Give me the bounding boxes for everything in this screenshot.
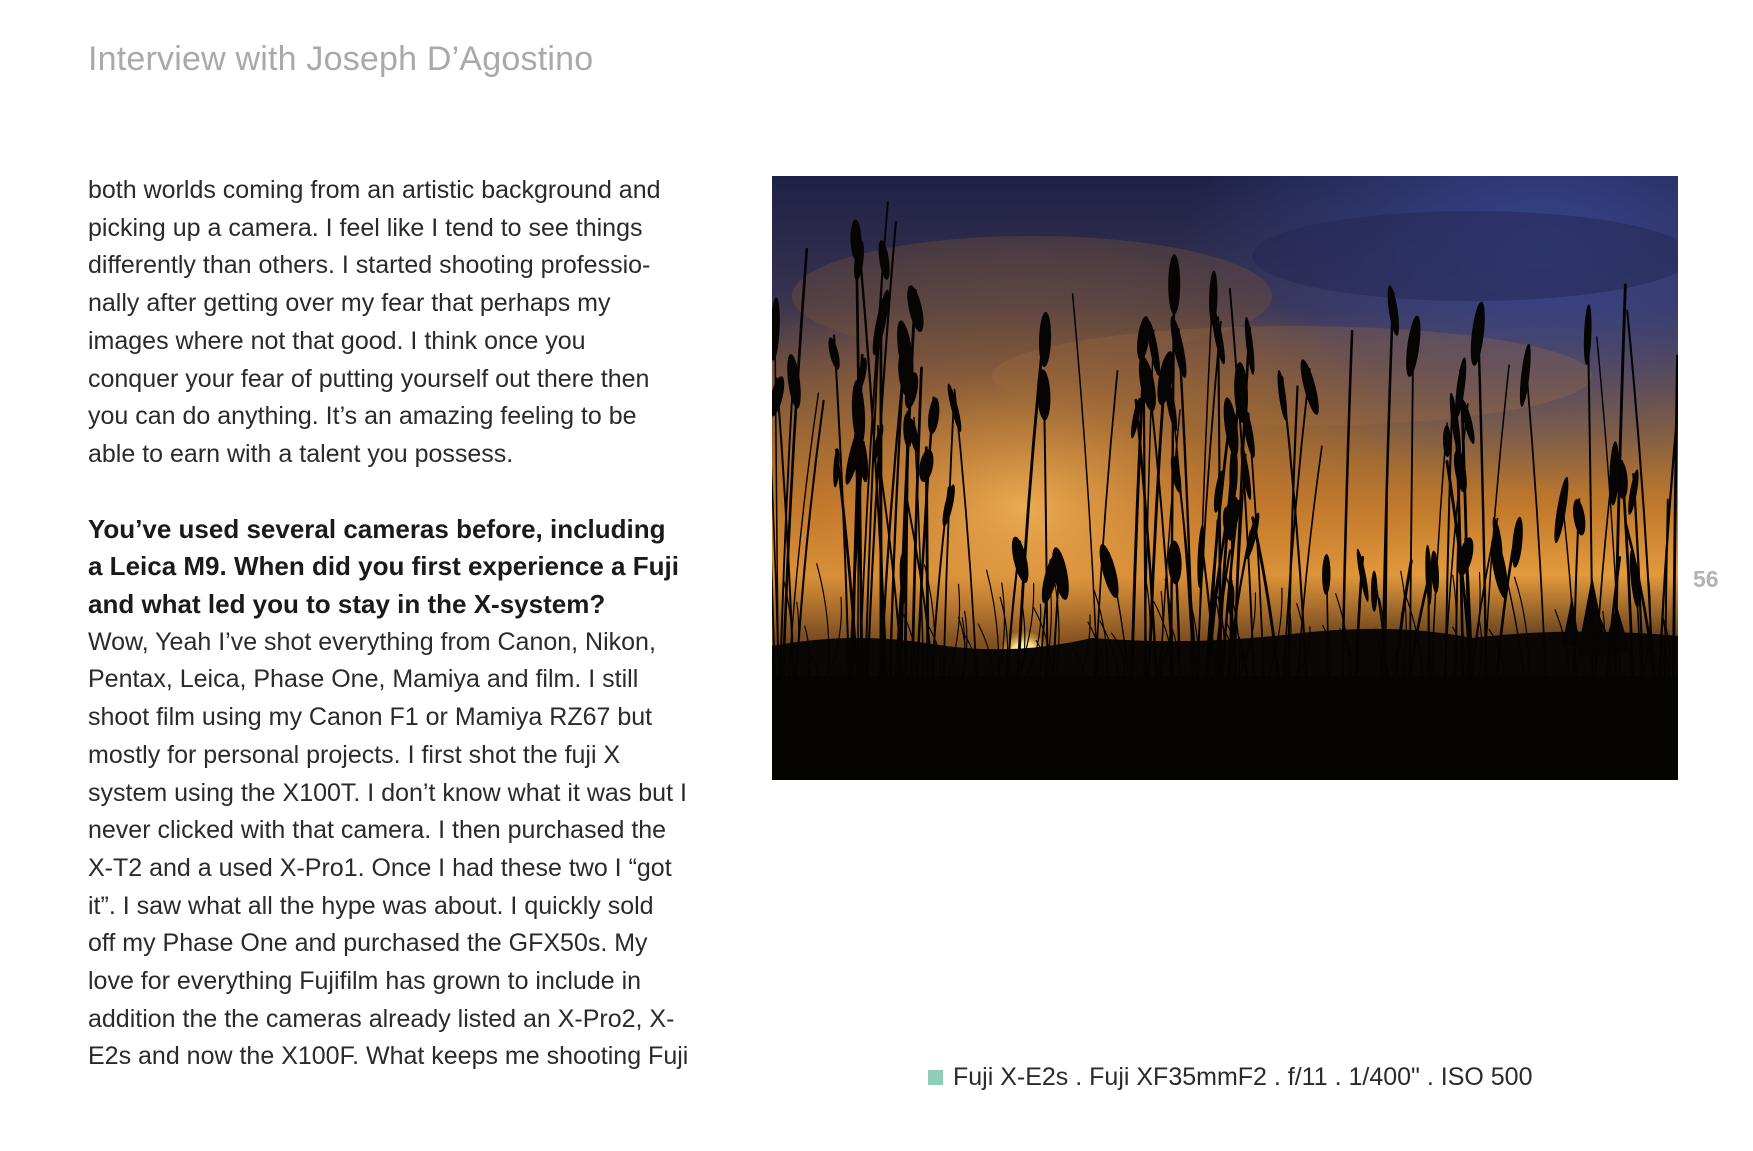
page-header-title: Interview with Joseph D’Agostino bbox=[88, 40, 594, 78]
text-line: off my Phase One and purchased the GFX50s. My bbox=[88, 929, 648, 958]
text-line: addition the the cameras already listed an X-Pro2, X- bbox=[88, 1004, 675, 1033]
sunset-reeds-photo bbox=[772, 176, 1678, 780]
page-number: 56 bbox=[1693, 566, 1719, 592]
interview-question bbox=[88, 511, 718, 624]
photo-illustration bbox=[772, 176, 1678, 780]
caption-text: Fuji X-E2s . Fuji XF35mmF2 . f/11 . 1/400" . ISO 500 bbox=[953, 1063, 1533, 1091]
text-line: able to earn with a talent you possess. bbox=[88, 439, 514, 468]
text-line: you can do anything. It’s an amazing feeling to be bbox=[88, 402, 637, 431]
text-line: mostly for personal projects. I first shot the fuji X bbox=[88, 740, 621, 769]
text-line: E2s and now the X100F. What keeps me shooting Fuji bbox=[88, 1042, 689, 1071]
caption-marker-square bbox=[928, 1070, 943, 1085]
question-line: You’ve used several cameras before, including bbox=[88, 513, 666, 544]
article-text-column bbox=[88, 172, 718, 1076]
text-line: Pentax, Leica, Phase One, Mamiya and film. I still bbox=[88, 665, 639, 694]
answer-paragraph-2 bbox=[88, 624, 718, 1076]
reed-plume bbox=[1168, 254, 1180, 314]
text-line: nally after getting over my fear that perhaps my bbox=[88, 289, 611, 318]
text-line: love for everything Fujifilm has grown to include in bbox=[88, 967, 642, 996]
text-line: it”. I saw what all the hype was about. I quickly sold bbox=[88, 891, 654, 920]
answer-paragraph-1 bbox=[88, 172, 718, 474]
text-line: shoot film using my Canon F1 or Mamiya RZ67 but bbox=[88, 703, 653, 732]
text-line: X-T2 and a used X-Pro1. Once I had these two I “got bbox=[88, 853, 672, 882]
text-line: both worlds coming from an artistic background and bbox=[88, 176, 661, 204]
text-line: system using the X100T. I don’t know what it was but I bbox=[88, 778, 687, 807]
text-line: images where not that good. I think once you bbox=[88, 326, 586, 355]
text-line: differently than others. I started shooting professio- bbox=[88, 251, 651, 280]
photo-caption bbox=[928, 1063, 1532, 1092]
text-line: never clicked with that camera. I then purchased the bbox=[88, 816, 667, 845]
reed-stem bbox=[926, 448, 928, 691]
text-line: picking up a camera. I feel like I tend to see things bbox=[88, 213, 643, 242]
text-line: Wow, Yeah I’ve shot everything from Canon, Nikon, bbox=[88, 627, 656, 656]
question-line: and what led you to stay in the X-system? bbox=[88, 589, 606, 620]
text-line: conquer your fear of putting yourself out there then bbox=[88, 364, 650, 393]
question-line: a Leica M9. When did you first experience a Fuji bbox=[88, 551, 679, 582]
